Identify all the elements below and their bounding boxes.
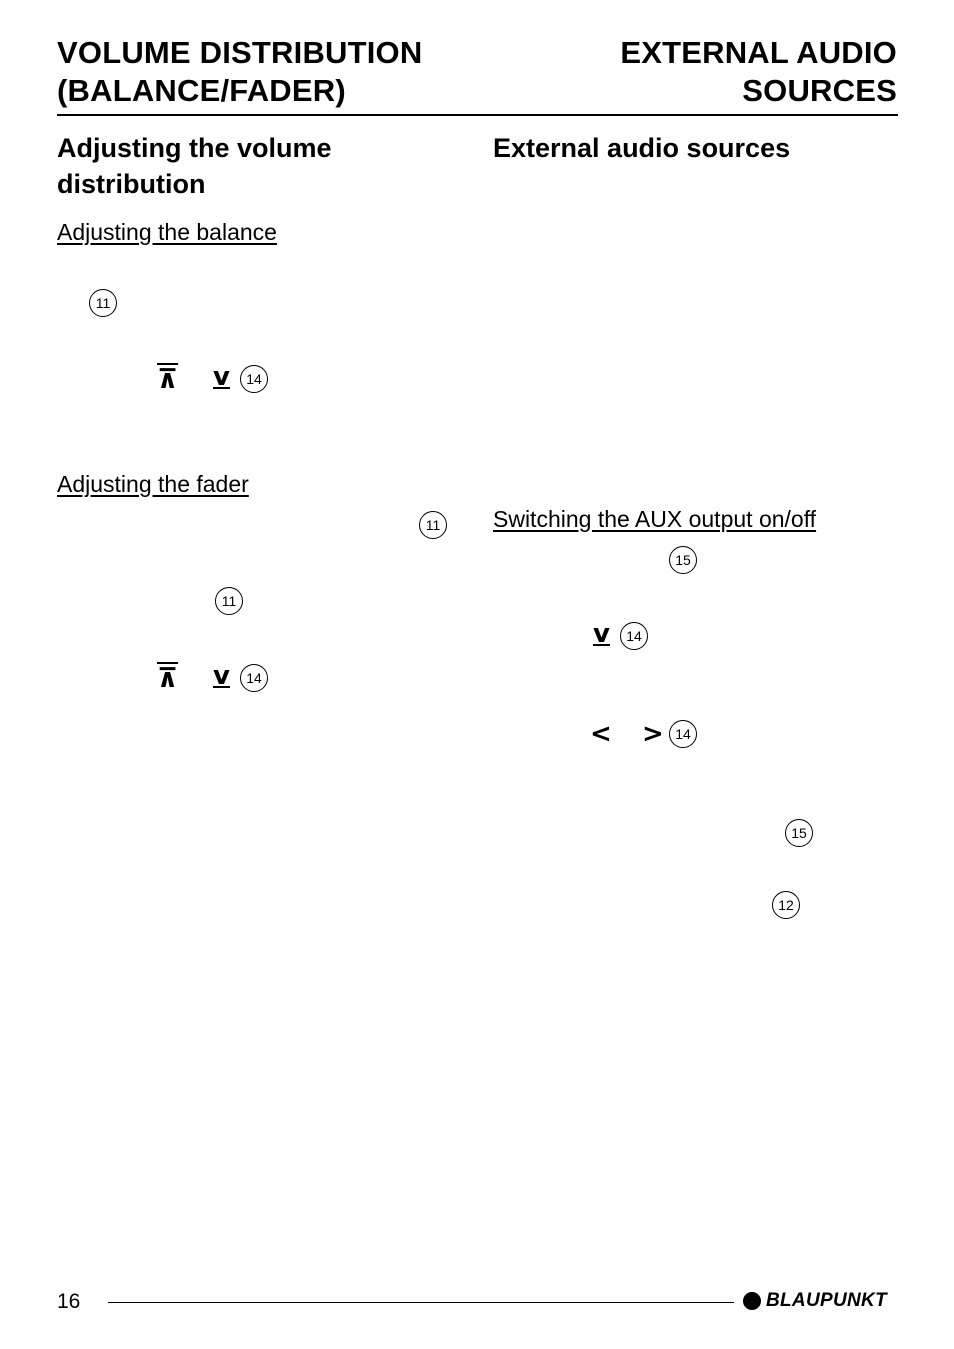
header-right-title-line2: SOURCES bbox=[742, 73, 897, 108]
fader-subheading: Adjusting the fader bbox=[57, 471, 249, 497]
aux-left-arrow-icon: < bbox=[590, 719, 612, 749]
balance-up-arrow-icon: ⊼ bbox=[157, 365, 179, 395]
right-heading: External audio sources bbox=[493, 133, 791, 163]
aux-ref-a: 15 bbox=[669, 546, 697, 574]
header-left-title-line1: VOLUME DISTRIBUTION bbox=[57, 35, 423, 70]
left-heading bbox=[57, 130, 332, 202]
page-number: 16 bbox=[57, 1290, 81, 1313]
footer-divider bbox=[108, 1302, 734, 1303]
brand-logo bbox=[743, 1290, 887, 1312]
aux-ref-e: 12 bbox=[772, 891, 800, 919]
balance-down-arrow-icon: v bbox=[213, 362, 230, 392]
balance-ref-rocker: 14 bbox=[240, 365, 268, 393]
fader-down-arrow-icon: v bbox=[213, 661, 230, 691]
header-left-title bbox=[57, 34, 422, 110]
header-right-title bbox=[620, 34, 897, 110]
brand-dot-icon bbox=[743, 1292, 761, 1310]
aux-ref-b: 14 bbox=[620, 622, 648, 650]
fader-up-arrow-icon: ⊼ bbox=[157, 664, 179, 694]
fader-ref-button-b: 11 bbox=[215, 587, 243, 615]
aux-ref-c: 14 bbox=[669, 720, 697, 748]
aux-subheading: Switching the AUX output on/off bbox=[493, 506, 817, 532]
aux-down-arrow-icon: v bbox=[593, 619, 610, 649]
header-left-title-line2: (BALANCE/FADER) bbox=[57, 73, 346, 108]
balance-subheading: Adjusting the balance bbox=[57, 219, 277, 245]
aux-ref-d: 15 bbox=[785, 819, 813, 847]
aux-right-arrow-icon: > bbox=[642, 719, 664, 749]
header-right-title-line1: EXTERNAL AUDIO bbox=[620, 35, 897, 70]
left-heading-line2: distribution bbox=[57, 169, 206, 199]
left-heading-line1: Adjusting the volume bbox=[57, 133, 332, 163]
balance-ref-button: 11 bbox=[89, 289, 117, 317]
brand-name: BLAUPUNKT bbox=[766, 1290, 887, 1311]
fader-ref-button-a: 11 bbox=[419, 511, 447, 539]
fader-ref-rocker: 14 bbox=[240, 664, 268, 692]
header-divider bbox=[57, 114, 898, 116]
